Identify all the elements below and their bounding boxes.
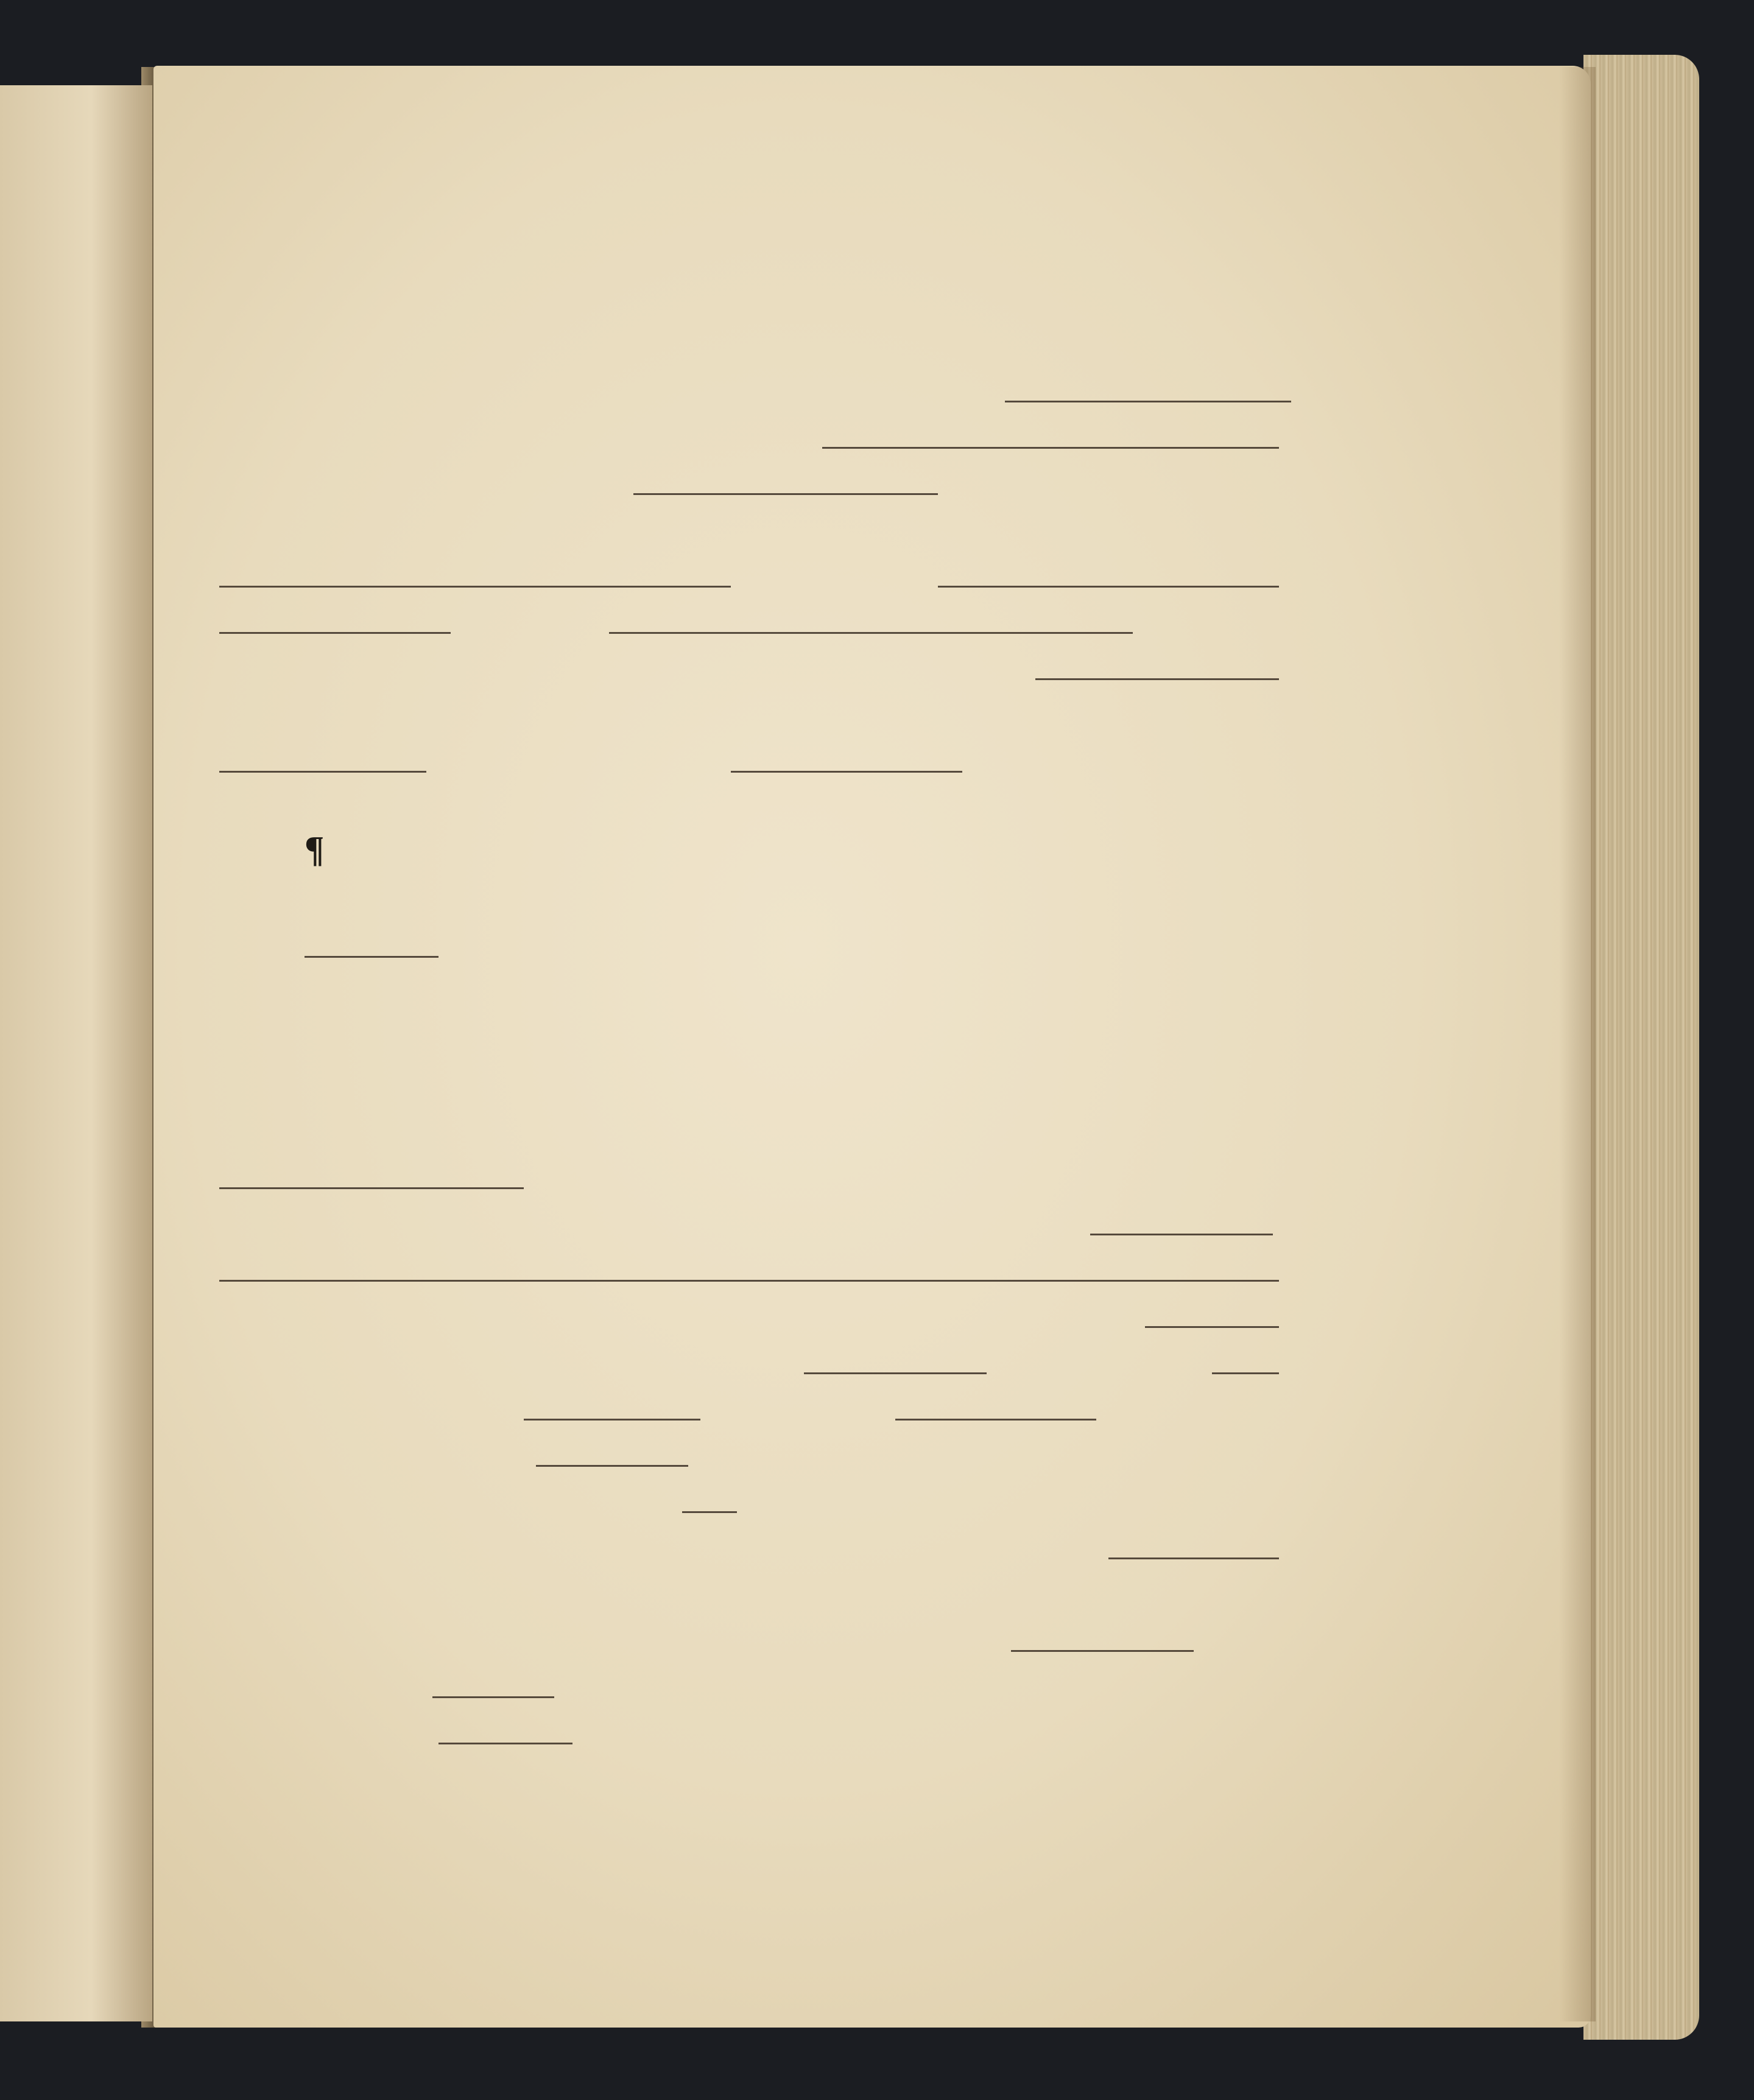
drop-capital	[222, 919, 301, 1011]
underline-mark	[219, 1280, 1279, 1282]
underline-mark	[822, 447, 1279, 449]
underline-mark	[609, 632, 1133, 634]
underline-mark	[219, 586, 731, 588]
pilcrow-icon: ¶	[305, 829, 325, 869]
underline-mark	[1005, 401, 1291, 402]
underline-mark	[305, 956, 438, 958]
underline-mark	[633, 493, 938, 495]
underline-mark	[682, 1511, 737, 1513]
underline-mark	[219, 632, 451, 634]
chapter-title	[305, 825, 1218, 874]
underline-mark	[1090, 1234, 1273, 1235]
fore-edge-shadow	[1559, 67, 1596, 2021]
underline-mark	[536, 1465, 688, 1467]
signature-line	[987, 1747, 1279, 1796]
underline-mark	[731, 771, 962, 773]
fore-edge	[1583, 55, 1699, 2040]
underline-mark	[1035, 678, 1279, 680]
underline-mark	[1011, 1650, 1194, 1652]
underline-mark	[938, 586, 1279, 588]
underline-mark	[219, 1187, 524, 1189]
underline-mark	[895, 1419, 1096, 1420]
right-page	[153, 66, 1591, 2028]
running-header	[359, 256, 1285, 304]
left-page	[0, 85, 152, 2021]
underline-mark	[1108, 1557, 1279, 1559]
underline-mark	[1212, 1372, 1279, 1374]
underline-mark	[438, 1743, 572, 1744]
underline-mark	[1145, 1326, 1279, 1328]
underline-mark	[524, 1419, 700, 1420]
underline-mark	[804, 1372, 987, 1374]
underline-mark	[432, 1696, 554, 1698]
underline-mark	[219, 771, 426, 773]
